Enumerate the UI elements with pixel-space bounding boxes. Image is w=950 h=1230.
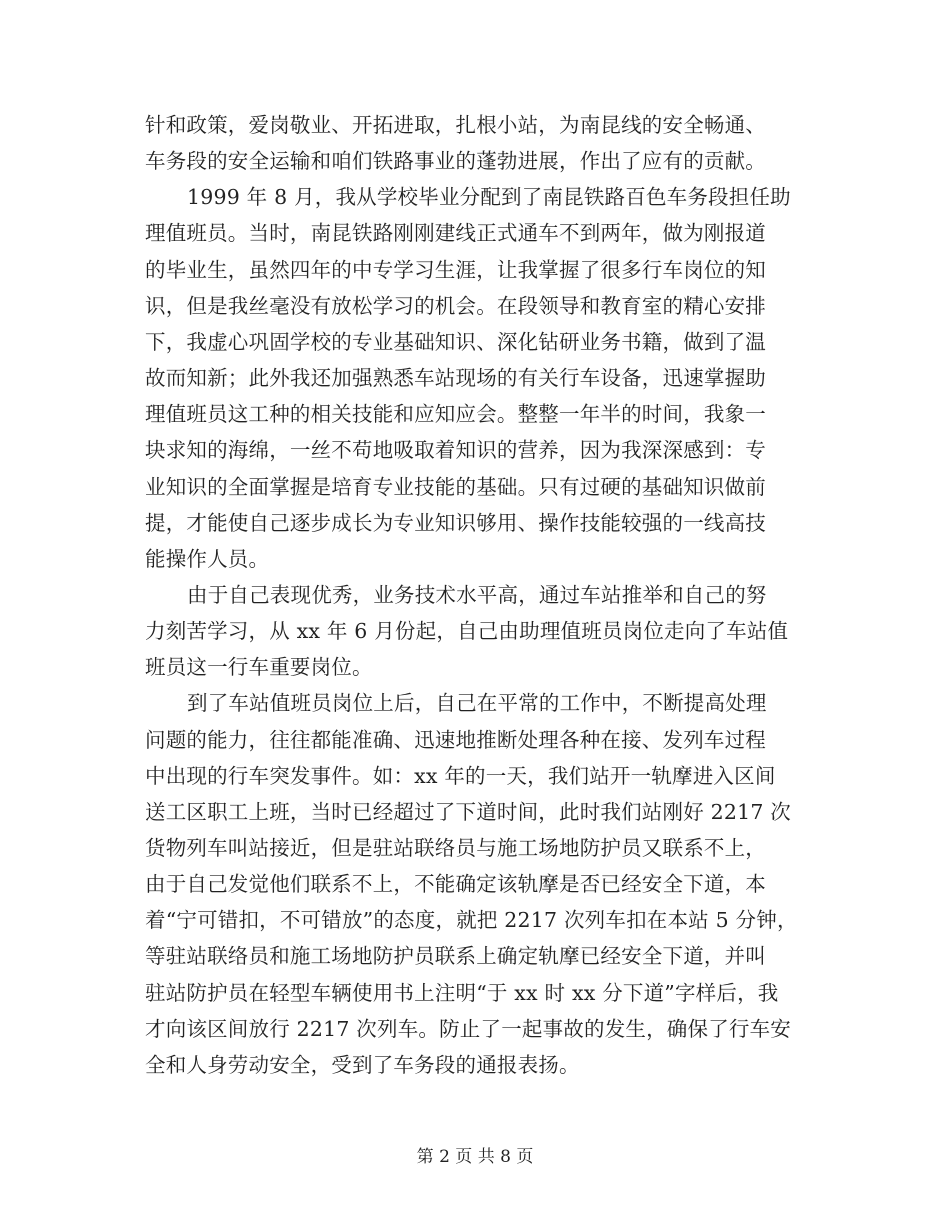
text-line: 问题的能力，往往都能准确、迅速地推断处理各种在接、发列车过程 <box>145 727 766 752</box>
text-line: 力刻苦学习，从 xx 年 6 月份起，自己由助理值班员岗位走向了车站值 <box>145 619 789 644</box>
text-line: 送工区职工上班，当时已经超过了下道时间，此时我们站刚好 2217 次 <box>145 799 792 824</box>
text-line: 货物列车叫站接近，但是驻站联络员与施工场地防护员又联系不上， <box>145 836 766 860</box>
text-line: 块求知的海绵，一丝不苟地吸取着知识的营养，因为我深深感到：专 <box>145 438 766 463</box>
text-line: 下，我虚心巩固学校的专业基础知识、深化钻研业务书籍，做到了温 <box>145 329 766 354</box>
text-line: 到了车站值班员岗位上后，自己在平常的工作中，不断提高处理 <box>187 691 767 716</box>
text-line: 等驻站联络员和施工场地防护员联系上确定轨摩已经安全下道，并叫 <box>145 944 766 969</box>
text-line: 理值班员。当时，南昆铁路刚刚建线正式通车不到两年，做为刚报道 <box>145 221 766 246</box>
text-line: 提，才能使自己逐步成长为专业知识够用、操作技能较强的一线高技 <box>145 510 766 535</box>
text-line: 由于自己发觉他们联系不上，不能确定该轨摩是否已经安全下道，本 <box>145 872 766 897</box>
text-line: 业知识的全面掌握是培育专业技能的基础。只有过硬的基础知识做前 <box>145 474 766 499</box>
text-line: 由于自己表现优秀，业务技术水平高，通过车站推举和自己的努 <box>187 582 767 607</box>
text-line: 能操作人员。 <box>145 546 270 571</box>
text-line: 全和人身劳动安全，受到了车务段的通报表扬。 <box>145 1052 580 1077</box>
text-line: 班员这一行车重要岗位。 <box>145 655 373 680</box>
page-footer: 第 2 页 共 8 页 <box>416 1147 534 1167</box>
text-line: 针和政策，爱岗敬业、开拓进取，扎根小站，为南昆线的安全畅通、 <box>145 113 766 137</box>
text-line: 中出现的行车突发事件。如：xx 年的一天，我们站开一轨摩进入区间 <box>145 763 776 788</box>
text-line: 着“宁可错扣，不可错放”的态度，就把 2217 次列车扣在本站 5 分钟， <box>145 908 798 933</box>
text-line: 车务段的安全运输和咱们铁路事业的蓬勃进展，作出了应有的贡献。 <box>145 149 766 174</box>
text-line: 的毕业生，虽然四年的中专学习生涯，让我掌握了很多行车岗位的知 <box>145 257 766 282</box>
text-line: 驻站防护员在轻型车辆使用书上注明“于 xx 时 xx 分下道”字样后，我 <box>145 980 779 1005</box>
text-line: 1999 年 8 月，我从学校毕业分配到了南昆铁路百色车务段担任助 <box>187 185 791 210</box>
text-line: 才向该区间放行 2217 次列车。防止了一起事故的发生，确保了行车安 <box>145 1016 792 1041</box>
text-line: 故而知新；此外我还加强熟悉车站现场的有关行车设备，迅速掌握助 <box>145 366 766 391</box>
text-line: 理值班员这工种的相关技能和应知应会。整整一年半的时间，我象一 <box>145 402 766 427</box>
text-line: 识，但是我丝毫没有放松学习的机会。在段领导和教育室的精心安排 <box>145 293 766 318</box>
